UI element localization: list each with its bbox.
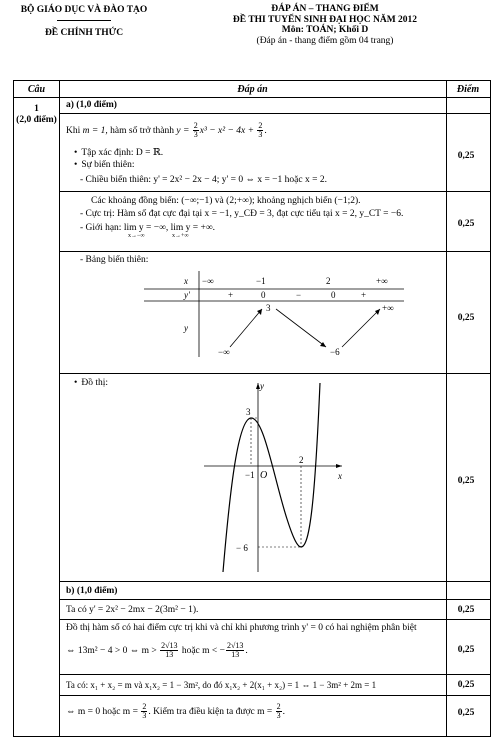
- col-divider-1: [59, 81, 60, 736]
- row-rule: [59, 581, 490, 582]
- subject-line: Môn: TOÁN; Khối D: [281, 25, 369, 35]
- part-a-label: a) (1,0 điểm): [66, 100, 117, 110]
- variation-table: [144, 271, 414, 363]
- function-graph: [194, 379, 344, 574]
- tick-minus6: − 6: [236, 543, 248, 553]
- score-a1: 0,25: [457, 151, 475, 161]
- bbt-arrow-up-2: [342, 309, 380, 347]
- row-rule: [59, 599, 490, 600]
- col-divider-2: [446, 81, 447, 736]
- bbt-arrow-up-1: [230, 309, 262, 347]
- header-left: [14, 4, 154, 40]
- score-b4: 0,25: [457, 708, 475, 718]
- tick-minus1: −1: [245, 470, 255, 480]
- origin-label: O: [260, 470, 268, 481]
- ministry-name: BỘ GIÁO DỤC VÀ ĐÀO TẠO: [20, 5, 148, 15]
- bbt-x-label: x: [184, 276, 188, 286]
- bbt-yp-1: 0: [261, 290, 266, 300]
- row-rule: [59, 113, 490, 114]
- header-rule: [57, 20, 111, 21]
- score-b1: 0,25: [457, 605, 475, 615]
- question-number: [14, 104, 59, 126]
- bbt-y-3: +∞: [382, 303, 394, 313]
- line3-b: hoặc m < −: [181, 646, 226, 656]
- limit-sub-1: x→−∞: [128, 233, 145, 239]
- variation-bullet: • Sự biến thiên:: [74, 160, 135, 171]
- header-row-rule: [14, 97, 490, 98]
- score-a4: 0,25: [457, 476, 475, 486]
- line5-b: . Kiểm tra điều kiện ta được m =: [148, 707, 273, 717]
- part-a-intro: Khi m = 1, hàm số trở thành y = $\frac{2}{3}$ x³ − x² − 4x + $\frac{2}{3}$ .: [66, 121, 267, 140]
- score-a2: 0,25: [457, 219, 475, 229]
- tick-2: 2: [299, 455, 304, 465]
- bbt-arrow-down: [276, 309, 326, 347]
- row-rule: [59, 191, 490, 192]
- tick-3: 3: [246, 407, 251, 417]
- intro-prefix: Khi: [66, 126, 81, 136]
- part-b-line4: Ta có: x₁ + x₂ = m và x₁x₂ = 1 − 3m², do đó x₁x₂ + 2(x₁ + x₂) = 1 ⇔ 1 − 3m² + 2m = 1: [66, 680, 377, 690]
- bbt-x-1: −1: [256, 276, 266, 286]
- intro-text: hàm số trở thành: [110, 126, 175, 136]
- bbt-y-2: −6: [330, 347, 340, 357]
- score-a3: 0,25: [457, 313, 475, 323]
- derivative-line: - Chiều biến thiên: y' = 2x² − 2x − 4; y' = 0 ⇔ x = −1 hoặc x = 2.: [80, 175, 327, 185]
- limits-text: lim y = −∞, lim y = +∞.: [123, 223, 215, 233]
- question-points: (2,0 điểm): [16, 115, 57, 125]
- bbt-x-2: 2: [326, 276, 331, 286]
- graph-bullet: • Đồ thị:: [74, 378, 108, 389]
- domain-bullet: • Tập xác định: D = ℝ.: [74, 148, 163, 159]
- row-rule: [59, 373, 490, 374]
- line5-frac-2: $\frac{2}{3}$: [276, 702, 281, 721]
- page-note: (Đáp án - thang điểm gồm 04 trang): [256, 35, 394, 46]
- intro-m: m = 1,: [82, 126, 108, 136]
- col-header-question: Câu: [27, 84, 46, 95]
- part-b-line1: Ta có y' = 2x² − 2mx − 2(3m² − 1).: [66, 605, 199, 615]
- row-rule: [59, 695, 490, 696]
- limits-line: [80, 223, 215, 234]
- bbt-yp-3: 0: [331, 290, 336, 300]
- line3-frac-2: $\frac{2√13}{13}$: [227, 641, 244, 660]
- row-rule: [59, 251, 490, 252]
- bbt-y-1: 3: [266, 303, 271, 313]
- bbt-label: - Bảng biến thiên:: [80, 255, 149, 265]
- official-label: ĐỀ CHÍNH THỨC: [44, 28, 124, 38]
- func-frac-a: $\frac{2}{3}$: [193, 121, 198, 140]
- y-axis-label: y: [260, 381, 264, 391]
- col-header-answer: Đáp án: [237, 84, 268, 95]
- func-frac-b: $\frac{2}{3}$: [258, 121, 263, 140]
- bbt-yp-2: −: [296, 290, 302, 300]
- bbt-arrowhead: [375, 309, 380, 315]
- bbt-y-0: −∞: [218, 347, 230, 357]
- row-rule: [59, 619, 490, 620]
- part-b-label: b) (1,0 điểm): [66, 586, 118, 596]
- score-b3: 0,25: [457, 680, 475, 690]
- doc-title: ĐÁP ÁN – THANG ĐIỂM: [271, 4, 379, 14]
- header-right: [205, 4, 445, 46]
- bbt-x-3: +∞: [376, 276, 388, 286]
- part-b-line2: Đồ thị hàm số có hai điểm cực trị khi và chỉ khi phương trình y' = 0 có hai nghiệm phân biệt: [66, 623, 417, 633]
- line5-a: ⇔ m = 0 hoặc m =: [66, 707, 138, 717]
- part-b-line3: ⇔ 13m² − 4 > 0 ⇔ m > $\frac{2√13}{13}$ hoặc m < − $\frac{2√13}{13}$ .: [66, 641, 248, 660]
- monotonic-line: Các khoảng đồng biến: (−∞;−1) và (2;+∞); khoảng nghịch biến (−1;2).: [91, 196, 361, 206]
- x-axis-arrow: [336, 464, 342, 468]
- row-rule: [59, 674, 490, 675]
- func-y: y =: [176, 126, 190, 136]
- bbt-yp-0: +: [228, 290, 234, 300]
- line3-frac-1: $\frac{2√13}{13}$: [161, 641, 178, 660]
- limits-label: - Giới hạn:: [80, 223, 122, 233]
- bbt-y-label: y: [184, 323, 188, 333]
- line5-frac-1: $\frac{2}{3}$: [142, 702, 147, 721]
- exam-title: ĐỀ THI TUYỂN SINH ĐẠI HỌC NĂM 2012: [232, 14, 418, 25]
- bbt-yp-4: +: [361, 290, 367, 300]
- limit-sub-2: x→+∞: [172, 233, 189, 239]
- bbt-yp-label: y': [184, 290, 190, 300]
- part-b-line5: ⇔ m = 0 hoặc m = $\frac{2}{3}$ . Kiểm tra điều kiện ta được m = $\frac{2}{3}$ .: [66, 702, 286, 721]
- question-index: 1: [34, 104, 39, 114]
- line3-a: ⇔ 13m² − 4 > 0 ⇔ m >: [66, 646, 157, 656]
- func-rest: x³ − x² − 4x +: [199, 126, 254, 136]
- x-axis-label: x: [338, 471, 342, 481]
- extrema-line: - Cực trị: Hàm số đạt cực đại tại x = −1, y_CĐ = 3, đạt cực tiểu tại x = 2, y_CT = −6.: [80, 209, 404, 219]
- answer-table: [13, 80, 491, 737]
- score-b2: 0,25: [457, 645, 475, 655]
- col-header-score: Điểm: [456, 84, 480, 95]
- bbt-x-0: −∞: [202, 276, 214, 286]
